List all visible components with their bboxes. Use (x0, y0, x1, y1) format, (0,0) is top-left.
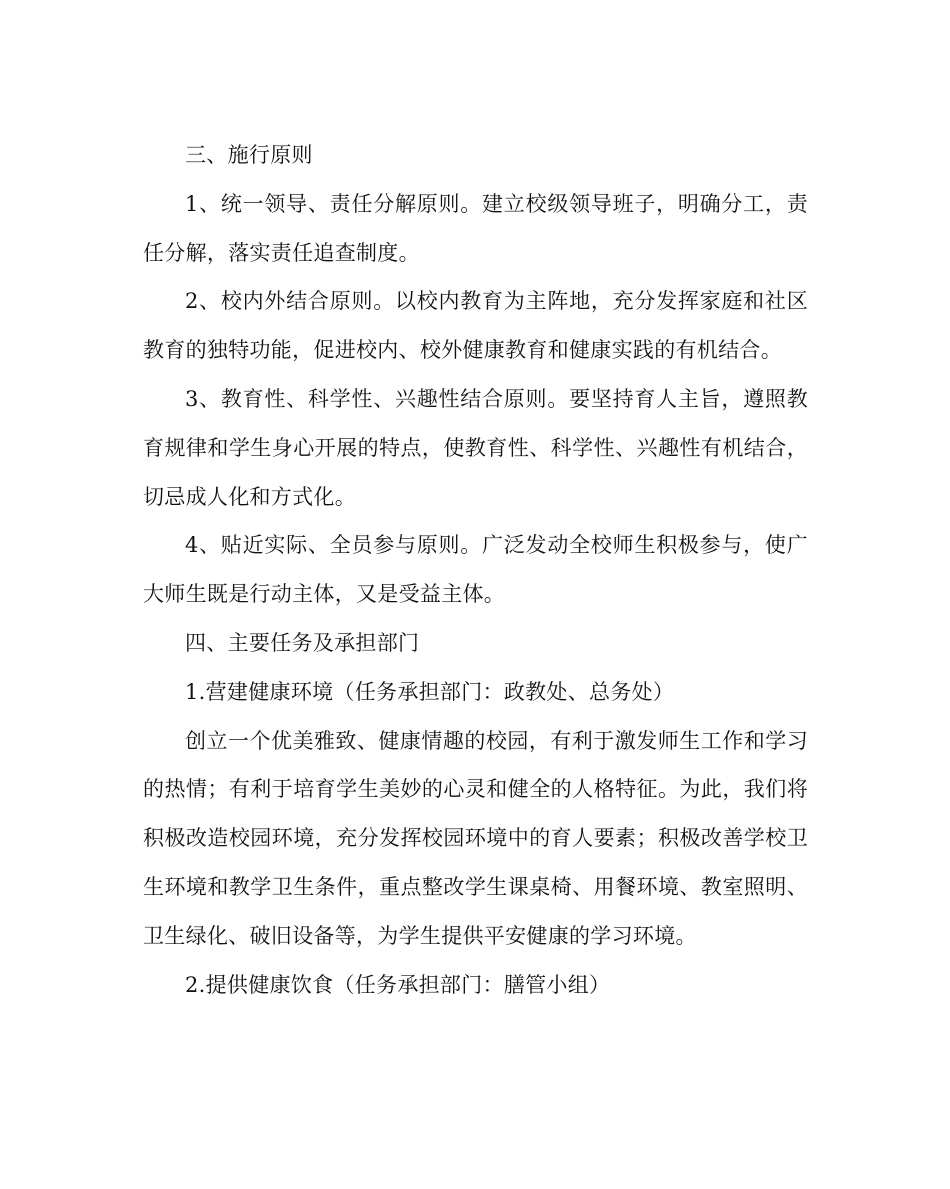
principle-2-paragraph: 2、校内外结合原则。以校内教育为主阵地，充分发挥家庭和社区教育的独特功能，促进校内、校外健康教育和健康实践的有机结合。 (143, 289, 808, 363)
principle-3-paragraph: 3、教育性、科学性、兴趣性结合原则。要坚持育人主旨，遵照教育规律和学生身心开展的特点，使教育性、科学性、兴趣性有机结合，切忌成人化和方式化。 (143, 386, 808, 509)
principle-1-paragraph: 1、统一领导、责任分解原则。建立校级领导班子，明确分工，责任分解，落实责任追查制度。 (143, 191, 808, 265)
task-1-paragraph: 创立一个优美雅致、健康情趣的校园，有利于激发师生工作和学习的热情；有利于培育学生美妙的心灵和健全的人格特征。为此，我们将积极改造校园环境，充分发挥校园环境中的育人要素；积极改善学校卫生环境和教学卫生条件，重点整改学生课桌椅、用餐环境、教室照明、卫生绿化、破旧设备等，为学生提供平安健康的学习环境。 (143, 728, 808, 948)
section-heading-tasks: 四、主要任务及承担部门 (185, 630, 420, 655)
principle-4-paragraph: 4、贴近实际、全员参与原则。广泛发动全校师生积极参与，使广大师生既是行动主体，又是受益主体。 (143, 533, 808, 607)
task-2-heading: 2.提供健康饮食（任务承担部门：膳管小组） (185, 972, 611, 997)
task-1-heading: 1.营建健康环境（任务承担部门：政教处、总务处） (185, 679, 675, 704)
section-heading-principles: 三、施行原则 (185, 143, 313, 167)
